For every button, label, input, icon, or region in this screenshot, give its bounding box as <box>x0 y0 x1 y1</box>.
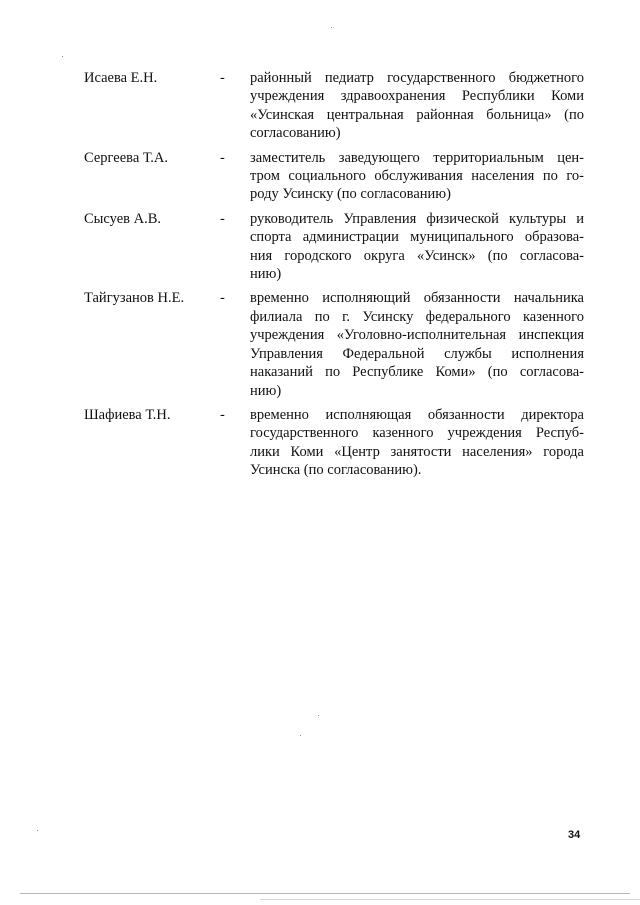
member-role-line: нию) <box>250 382 282 399</box>
member-dash: - <box>220 149 225 166</box>
member-role-line: лики Коми «Центр занятости населения» города <box>250 443 584 460</box>
member-role-line: Усинска (по согласованию). <box>250 462 422 479</box>
scan-edge-line-lower <box>260 899 640 900</box>
commission-members-list <box>84 69 584 480</box>
member-name: Сысуев А.В. <box>84 210 162 227</box>
member-name: Сергеева Т.А. <box>84 149 169 166</box>
member-role-line: наказаний по Республике Коми» (по согласова- <box>250 364 584 381</box>
member-role <box>250 210 584 284</box>
scan-speck <box>62 56 63 57</box>
scan-speck <box>318 715 319 716</box>
page-number: 34 <box>568 829 581 841</box>
member-dash: - <box>220 406 225 423</box>
member-role <box>250 289 584 399</box>
member-role-line: ния городского округа «Усинск» (по согласова- <box>250 247 584 264</box>
member-role-line: роду Усинску (по согласованию) <box>250 186 451 203</box>
member-role <box>250 69 584 143</box>
member-dash: - <box>220 70 225 86</box>
member-role-line: спорта администрации муниципального образова- <box>250 229 584 246</box>
member-entry <box>84 210 584 284</box>
member-role-line: государственного казенного учреждения Респуб- <box>250 425 584 442</box>
member-role-line: учреждения здравоохранения Республики Коми <box>250 88 584 105</box>
member-role <box>250 149 584 204</box>
member-role-line: учреждения «Уголовно-исполнительная инспекция <box>250 327 584 344</box>
member-name: Исаева Е.Н. <box>84 70 158 86</box>
member-role-line: временно исполняющий обязанности начальника <box>250 290 584 307</box>
member-role-line: районный педиатр государственного бюджетного <box>250 70 584 86</box>
member-role-line: филиала по г. Усинску федерального казенного <box>250 308 584 325</box>
scan-speck <box>37 830 38 831</box>
scan-speck <box>331 27 332 28</box>
member-entry <box>84 149 584 204</box>
member-role-line: Управления Федеральной службы исполнения <box>250 345 584 362</box>
member-entry <box>84 289 584 399</box>
member-role-line: временно исполняющая обязанности директора <box>250 406 584 423</box>
member-role-line: согласованию) <box>250 125 341 142</box>
member-role-line: нию) <box>250 266 282 283</box>
member-entry <box>84 69 584 143</box>
member-dash: - <box>220 210 225 227</box>
member-role-line: руководитель Управления физической культуры и <box>250 210 584 227</box>
member-role-line: «Усинская центральная районная больница» (по <box>250 106 584 123</box>
scan-speck <box>300 735 301 736</box>
member-entry <box>84 406 584 480</box>
member-dash: - <box>220 290 225 307</box>
member-role <box>250 406 584 480</box>
member-name: Шафиева Т.Н. <box>84 406 171 423</box>
member-role-line: заместитель заведующего территориальным цен- <box>250 149 584 166</box>
member-role-line: тром социального обслуживания населения по го- <box>250 168 584 185</box>
member-name: Тайгузанов Н.Е. <box>84 290 185 307</box>
scan-edge-line <box>20 893 630 894</box>
